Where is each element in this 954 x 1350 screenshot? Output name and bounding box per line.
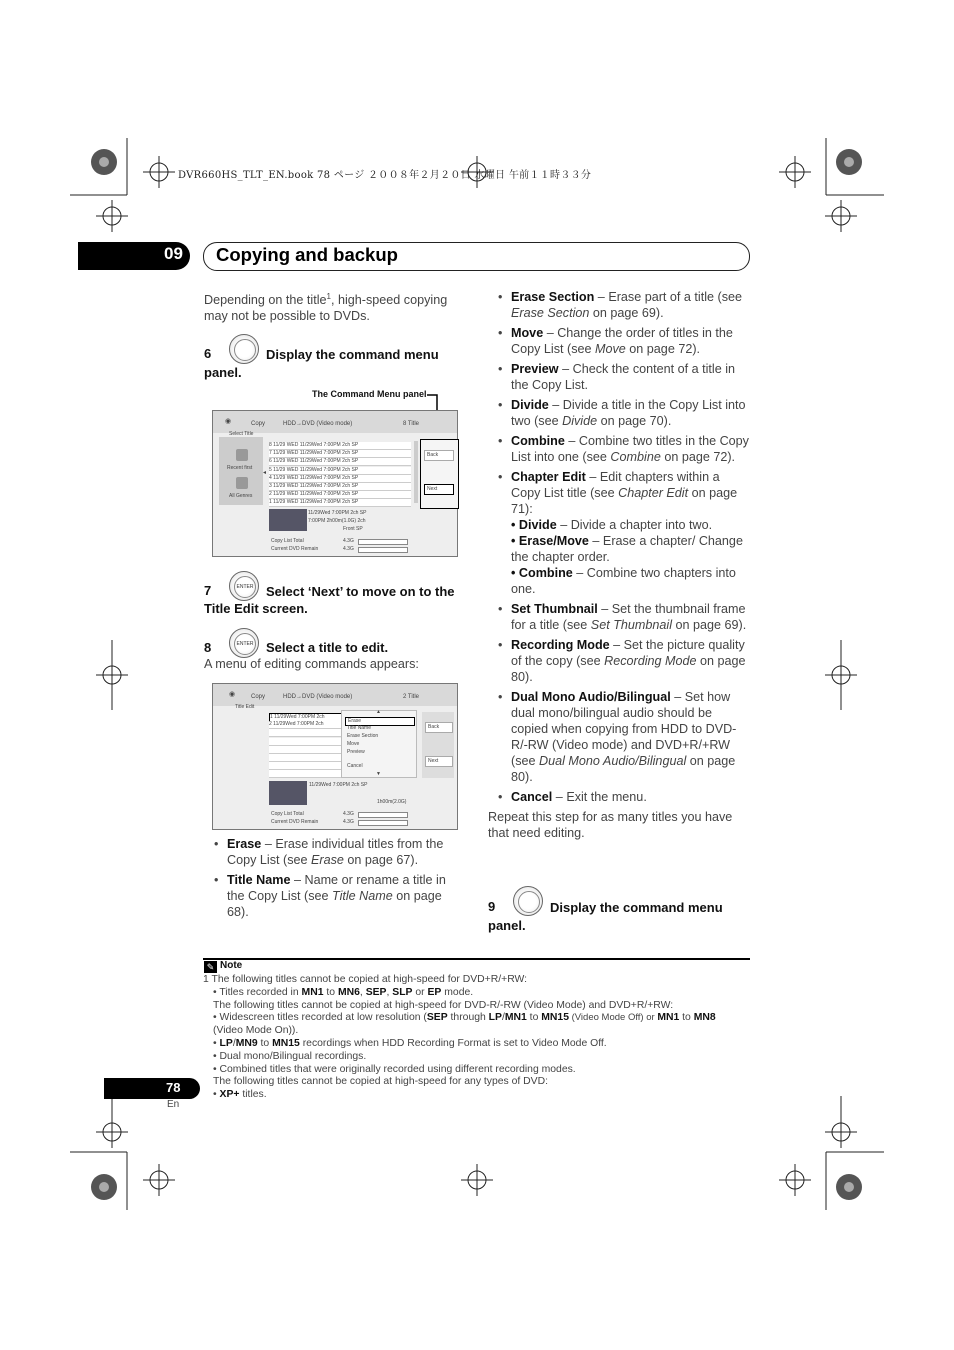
remain-bar xyxy=(358,820,408,826)
bullet-dual-mono: • Dual Mono Audio/Bilingual – Set how dual mono/bilingual audio should be copied when copying from HDD to DVD-R/-RW (Video mode) and DVD+R/+RW (see Dual Mono Audio/Bilingual on page 80). xyxy=(498,690,737,784)
remain-bar xyxy=(358,547,408,553)
table-row[interactable]: 4 11/29 WED 11/29Wed 7:00PM 2ch SP xyxy=(269,475,411,483)
dvd-remain-label: Current DVD Remain xyxy=(271,546,319,552)
screen-route: HDD→DVD (Video mode) xyxy=(283,694,353,700)
screen-title-edit xyxy=(212,683,458,830)
screen-subtitle: Title Edit xyxy=(235,704,255,710)
intro-text-rest: , high-speed copying may not be possible to DVDs. xyxy=(204,293,448,324)
table-row[interactable]: 1 11/29Wed 7:00PM 2ch xyxy=(269,713,343,722)
table-row[interactable]: 2 11/29Wed 7:00PM 2ch xyxy=(269,721,341,729)
table-row[interactable] xyxy=(269,729,341,737)
enter-button-icon: ENTER xyxy=(229,571,259,601)
step-6-text: Display the command menu panel. xyxy=(204,347,439,380)
step-9-text: Display the command menu panel. xyxy=(488,900,723,933)
info-line-3: Front SP xyxy=(343,526,363,532)
edit-menu xyxy=(341,710,417,778)
copy-icon: ◉ xyxy=(229,691,236,698)
command-menu-panel xyxy=(420,439,459,509)
next-button[interactable]: Next xyxy=(425,756,453,767)
table-row[interactable]: 7 11/29 WED 11/29Wed 7:00PM 2ch SP xyxy=(269,450,411,458)
intro-text: Depending on the title xyxy=(204,293,327,308)
menu-item[interactable]: Title Name xyxy=(347,725,371,731)
page-language: En xyxy=(167,1099,180,1110)
step-6-number: 6 xyxy=(204,346,212,361)
scrollbar[interactable] xyxy=(414,441,418,503)
bullet-divide: • Divide – Divide a title in the Copy List into two (see Divide on page 70). xyxy=(498,398,746,428)
bullet-erase: • Erase – Erase individual titles from the Copy List (see Erase on page 67). xyxy=(214,837,444,867)
table-row[interactable] xyxy=(269,738,341,746)
recent-icon xyxy=(236,449,248,461)
note-line: The following titles cannot be copied at high-speed for DVD-R/-RW (Video Mode) and DVD+R/+RW: xyxy=(213,999,674,1011)
step-8-number: 8 xyxy=(204,640,212,655)
table-row[interactable] xyxy=(269,762,341,770)
down-arrow-icon: ▼ xyxy=(376,771,381,777)
left-arrow-icon: ◂ xyxy=(263,470,267,476)
chapter-sub-erase-move: • Erase/Move – Erase a chapter/ Change the chapter order. xyxy=(511,534,743,564)
intro-paragraph xyxy=(204,289,466,324)
chapter-sub-divide: • Divide – Divide a chapter into two. xyxy=(511,518,713,532)
file-info: DVR660HS_TLT_EN.book 78 ページ ２００８年２月２０日 水曜日 午前１１時３３分 xyxy=(178,170,592,181)
command-panel xyxy=(422,712,454,778)
info-line-1: 11/29Wed 7:00PM 2ch SP xyxy=(309,782,368,788)
repeat-text: Repeat this step for as many titles you have that need editing. xyxy=(488,810,733,840)
bullet-recording-mode: • Recording Mode – Set the picture quality of the copy (see Recording Mode on page 80). xyxy=(498,638,746,684)
chapter-title: Copying and backup xyxy=(216,244,398,265)
bullet-erase-section: • Erase Section – Erase part of a title (see Erase Section on page 69). xyxy=(498,290,743,320)
table-row[interactable] xyxy=(269,754,341,762)
screen-mode: Copy xyxy=(251,694,266,700)
table-row[interactable] xyxy=(269,770,341,778)
bullet-title-name: • Title Name – Name or rename a title in the Copy List (see Title Name on page 68). xyxy=(214,873,446,919)
step-7-number: 7 xyxy=(204,583,212,598)
back-button[interactable]: Back xyxy=(425,722,453,733)
dvd-remain-value: 4.3G xyxy=(343,819,354,825)
note-line: • Combined titles that were originally recorded using different recording modes. xyxy=(213,1063,576,1075)
next-button[interactable]: Next xyxy=(424,484,454,495)
title-count: 8 Title xyxy=(403,421,420,427)
note-line: • XP+ titles. xyxy=(213,1089,267,1101)
info-line-2: 7:00PM 2h00m(1.0G) 2ch xyxy=(308,518,366,524)
copy-list-total-label: Copy List Total xyxy=(271,811,304,817)
enter-button-icon: ENTER xyxy=(229,628,259,658)
right-bullet-list xyxy=(488,289,750,841)
copy-list-total-label: Copy List Total xyxy=(271,538,304,544)
back-button[interactable]: Back xyxy=(424,450,454,461)
copy-icon: ◉ xyxy=(225,418,232,425)
page-number-badge xyxy=(104,1078,200,1099)
chapter-number: 09 xyxy=(164,244,183,263)
screen-mode: Copy xyxy=(251,421,266,427)
up-arrow-icon: ▲ xyxy=(376,709,381,715)
bullet-preview: • Preview – Check the content of a title in the Copy List. xyxy=(498,362,736,392)
menu-item[interactable]: Move xyxy=(347,741,360,747)
dvd-remain-label: Current DVD Remain xyxy=(271,819,319,825)
table-row[interactable]: 1 11/29 WED 11/29Wed 7:00PM 2ch SP xyxy=(269,499,411,507)
step-9-number: 9 xyxy=(488,899,496,914)
bullet-cancel: • Cancel – Exit the menu. xyxy=(498,790,647,804)
table-row[interactable]: 8 11/29 WED 11/29Wed 7:00PM 2ch SP xyxy=(269,442,411,450)
step-8-text: Select a title to edit. xyxy=(266,640,389,655)
menu-item[interactable]: Preview xyxy=(347,749,365,755)
total-bar xyxy=(358,812,408,818)
bullet-combine: • Combine – Combine two titles in the Copy List into one (see Combine on page 72). xyxy=(498,434,749,464)
step-8-desc: A menu of editing commands appears: xyxy=(204,657,419,671)
note-line: (Video Mode On)). xyxy=(213,1025,299,1037)
bullet-move: • Move – Change the order of titles in the Copy List (see Move on page 72). xyxy=(498,326,733,356)
screen-route: HDD→DVD (Video mode) xyxy=(283,421,353,427)
table-row[interactable]: 3 11/29 WED 11/29Wed 7:00PM 2ch SP xyxy=(269,483,411,491)
bullet-chapter-edit: • Chapter Edit – Edit chapters within a Copy List title (see Chapter Edit on page 71): • Divide – Divide a chapter into two. • Erase/Move – Erase a chapter/ Change the chapter order. • Combine – Combine two chapters into one. xyxy=(498,469,750,597)
page-number: 78 xyxy=(166,1080,181,1095)
copy-list-total-value: 4.3G xyxy=(343,538,354,544)
thumbnail xyxy=(269,781,307,805)
note-icon: ✎ xyxy=(204,961,217,973)
step-7-text: Select ‘Next’ to move on to the Title Edit screen. xyxy=(204,584,455,616)
menu-item[interactable]: Erase xyxy=(345,717,415,726)
table-row[interactable]: 2 11/29 WED 11/29Wed 7:00PM 2ch SP xyxy=(269,491,411,499)
thumbnail xyxy=(269,509,307,531)
note-line: 1 The following titles cannot be copied at high-speed for DVD+R/+RW: xyxy=(203,974,528,985)
table-row[interactable]: 6 11/29 WED 11/29Wed 7:00PM 2ch SP xyxy=(269,458,411,466)
footnote-ref: 1 xyxy=(326,292,331,301)
note-line: • Dual mono/Bilingual recordings. xyxy=(213,1050,367,1062)
copy-list-total-value: 4.3G xyxy=(343,811,354,817)
menu-item[interactable]: Erase Section xyxy=(347,733,379,739)
note-rule xyxy=(203,958,750,960)
bullet-set-thumbnail: • Set Thumbnail – Set the thumbnail frame for a title (see Set Thumbnail on page 69). xyxy=(498,602,747,632)
note-line: • Widescreen titles recorded at low resolution (SEP through LP/MN1 to MN15 (Video Mode Off) or MN1 to MN8 xyxy=(213,1012,716,1024)
table-row[interactable]: 5 11/29 WED 11/29Wed 7:00PM 2ch SP xyxy=(269,467,411,475)
info-line-1: 11/29Wed 7:00PM 2ch SP xyxy=(308,510,367,516)
note-line: • Titles recorded in MN1 to MN6, SEP, SLP or EP mode. xyxy=(213,986,474,998)
menu-item[interactable]: Cancel xyxy=(347,763,363,769)
recent-first[interactable]: Recent first xyxy=(227,465,253,471)
note-line: • LP/MN9 to MN15 recordings when HDD Recording Format is set to Video Mode Off. xyxy=(213,1037,607,1049)
title-count: 2 Title xyxy=(403,694,420,700)
left-bullet-list xyxy=(214,836,466,924)
command-panel-callout: The Command Menu panel xyxy=(312,389,427,399)
chapter-sub-combine: • Combine – Combine two chapters into one. xyxy=(511,566,736,596)
table-row[interactable] xyxy=(269,746,341,754)
all-genres[interactable]: All Genres xyxy=(229,493,253,499)
dvd-remain-value: 4.3G xyxy=(343,546,354,552)
screen-subtitle: Select Title xyxy=(229,431,254,437)
note-body xyxy=(203,974,750,1102)
total-bar xyxy=(358,539,408,545)
note-line: The following titles cannot be copied at high-speed for any types of DVD: xyxy=(213,1076,549,1088)
note-label: Note xyxy=(220,960,243,971)
info-line-2: 1h00m(2.0G) xyxy=(377,799,407,805)
screen-select-title xyxy=(212,410,458,557)
genres-icon xyxy=(236,477,248,489)
